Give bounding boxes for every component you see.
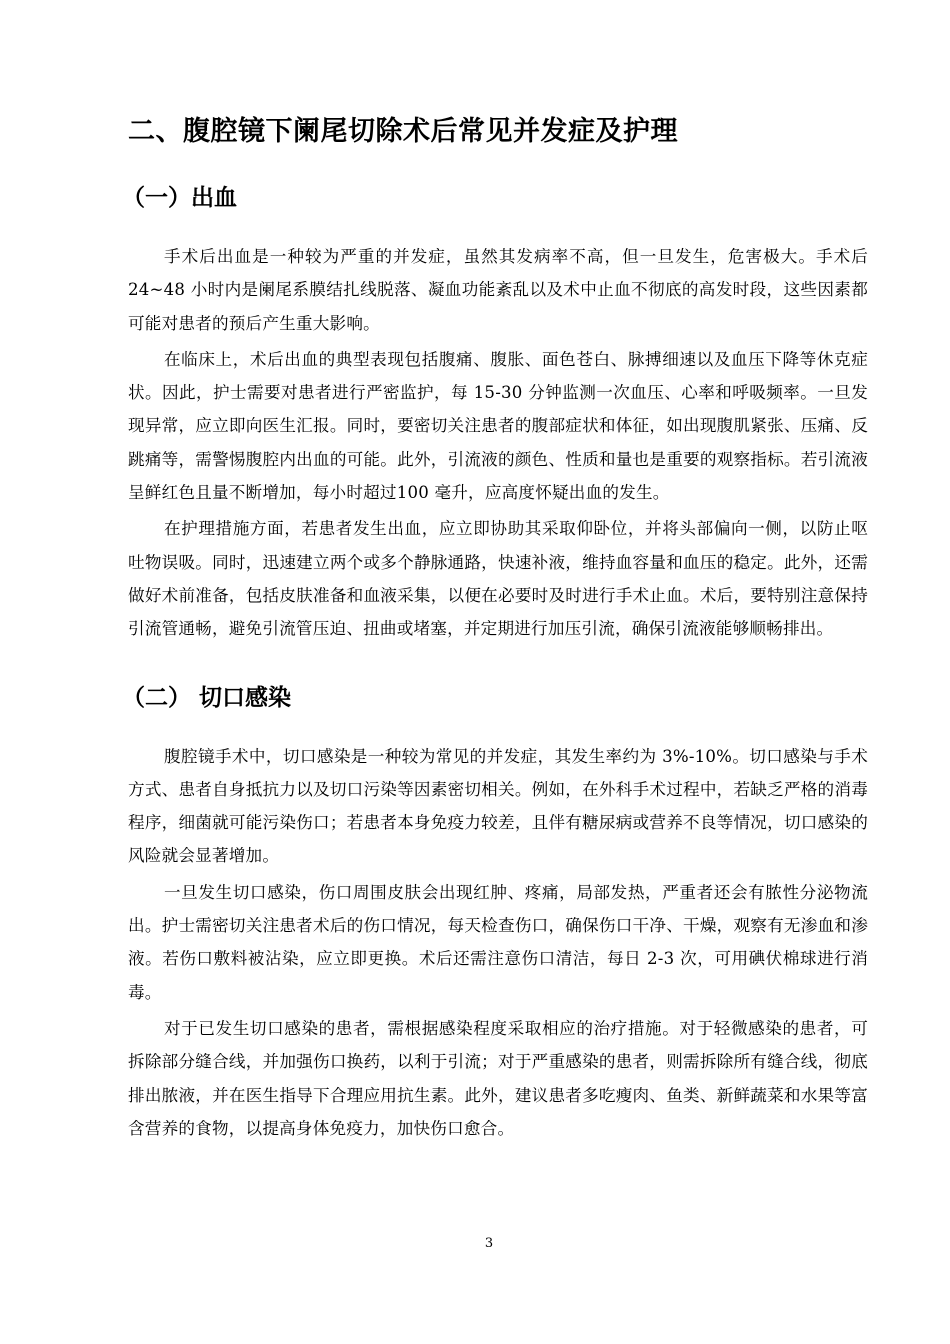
paragraph: 对于已发生切口感染的患者，需根据感染程度采取相应的治疗措施。对于轻微感染的患者，可拆除部分缝合线，并加强伤口换药，以利于引流；对于严重感染的患者，则需拆除所有缝合线，彻底排出脓液，并在医生指导下合理应用抗生素。此外，建议患者多吃瘦肉、鱼类、新鲜蔬菜和水果等富含营养的食物，以提高身体免疫力，加快伤口愈合。 bbox=[128, 1018, 868, 1138]
paragraph: 腹腔镜手术中，切口感染是一种较为常见的并发症，其发生率约为 3%-10%。切口感染与手术方式、患者自身抵抗力以及切口污染等因素密切相关。例如，在外科手术过程中，若缺乏严格的消毒程序，细菌就可能污染伤口；若患者本身免疫力较差，且伴有糖尿病或营养不良等情况，切口感染的风险就会显著增加。 bbox=[128, 746, 868, 866]
paragraph: 手术后出血是一种较为严重的并发症，虽然其发病率不高，但一旦发生，危害极大。手术后 24~48 小时内是阑尾系膜结扎线脱落、凝血功能紊乱以及术中止血不彻底的高发时段，这些因素都可能对患者的预后产生重大影响。 bbox=[128, 247, 868, 333]
subsection-title-bleeding: （一）出血 bbox=[122, 185, 237, 211]
paragraph: 一旦发生切口感染，伤口周围皮肤会出现红肿、疼痛，局部发热，严重者还会有脓性分泌物流出。护士需密切关注患者术后的伤口情况，每天检查伤口，确保伤口干净、干燥，观察有无渗血和渗液。若伤口敷料被沾染，应立即更换。术后还需注意伤口清洁，每日 2-3 次，可用碘伏棉球进行消毒。 bbox=[128, 882, 868, 1002]
page-content bbox=[122, 112, 868, 1148]
paragraph: 在临床上，术后出血的典型表现包括腹痛、腹胀、面色苍白、脉搏细速以及血压下降等休克症状。因此，护士需要对患者进行严密监护，每 15-30 分钟监测一次血压、心率和呼吸频率。一旦发现异常，应立即向医生汇报。同时，要密切关注患者的腹部症状和体征，如出现腹肌紧张、压痛、反跳痛等，需警惕腹腔内出血的可能。此外，引流液的颜色、性质和量也是重要的观察指标。若引流液呈鲜红色且量不断增加，每小时超过100 毫升，应高度怀疑出血的发生。 bbox=[128, 349, 868, 503]
page-number: 3 bbox=[484, 1236, 494, 1251]
subsection-title-incision-infection: （二） 切口感染 bbox=[122, 684, 292, 711]
section-title: 二、腹腔镜下阑尾切除术后常见并发症及护理 bbox=[128, 116, 678, 147]
paragraph: 在护理措施方面，若患者发生出血，应立即协助其采取仰卧位，并将头部偏向一侧，以防止呕吐物误吸。同时，迅速建立两个或多个静脉通路，快速补液，维持血容量和血压的稳定。此外，还需做好术前准备，包括皮肤准备和血液采集，以便在必要时及时进行手术止血。术后，要特别注意保持引流管通畅，避免引流管压迫、扭曲或堵塞，并定期进行加压引流，确保引流液能够顺畅排出。 bbox=[128, 519, 868, 639]
